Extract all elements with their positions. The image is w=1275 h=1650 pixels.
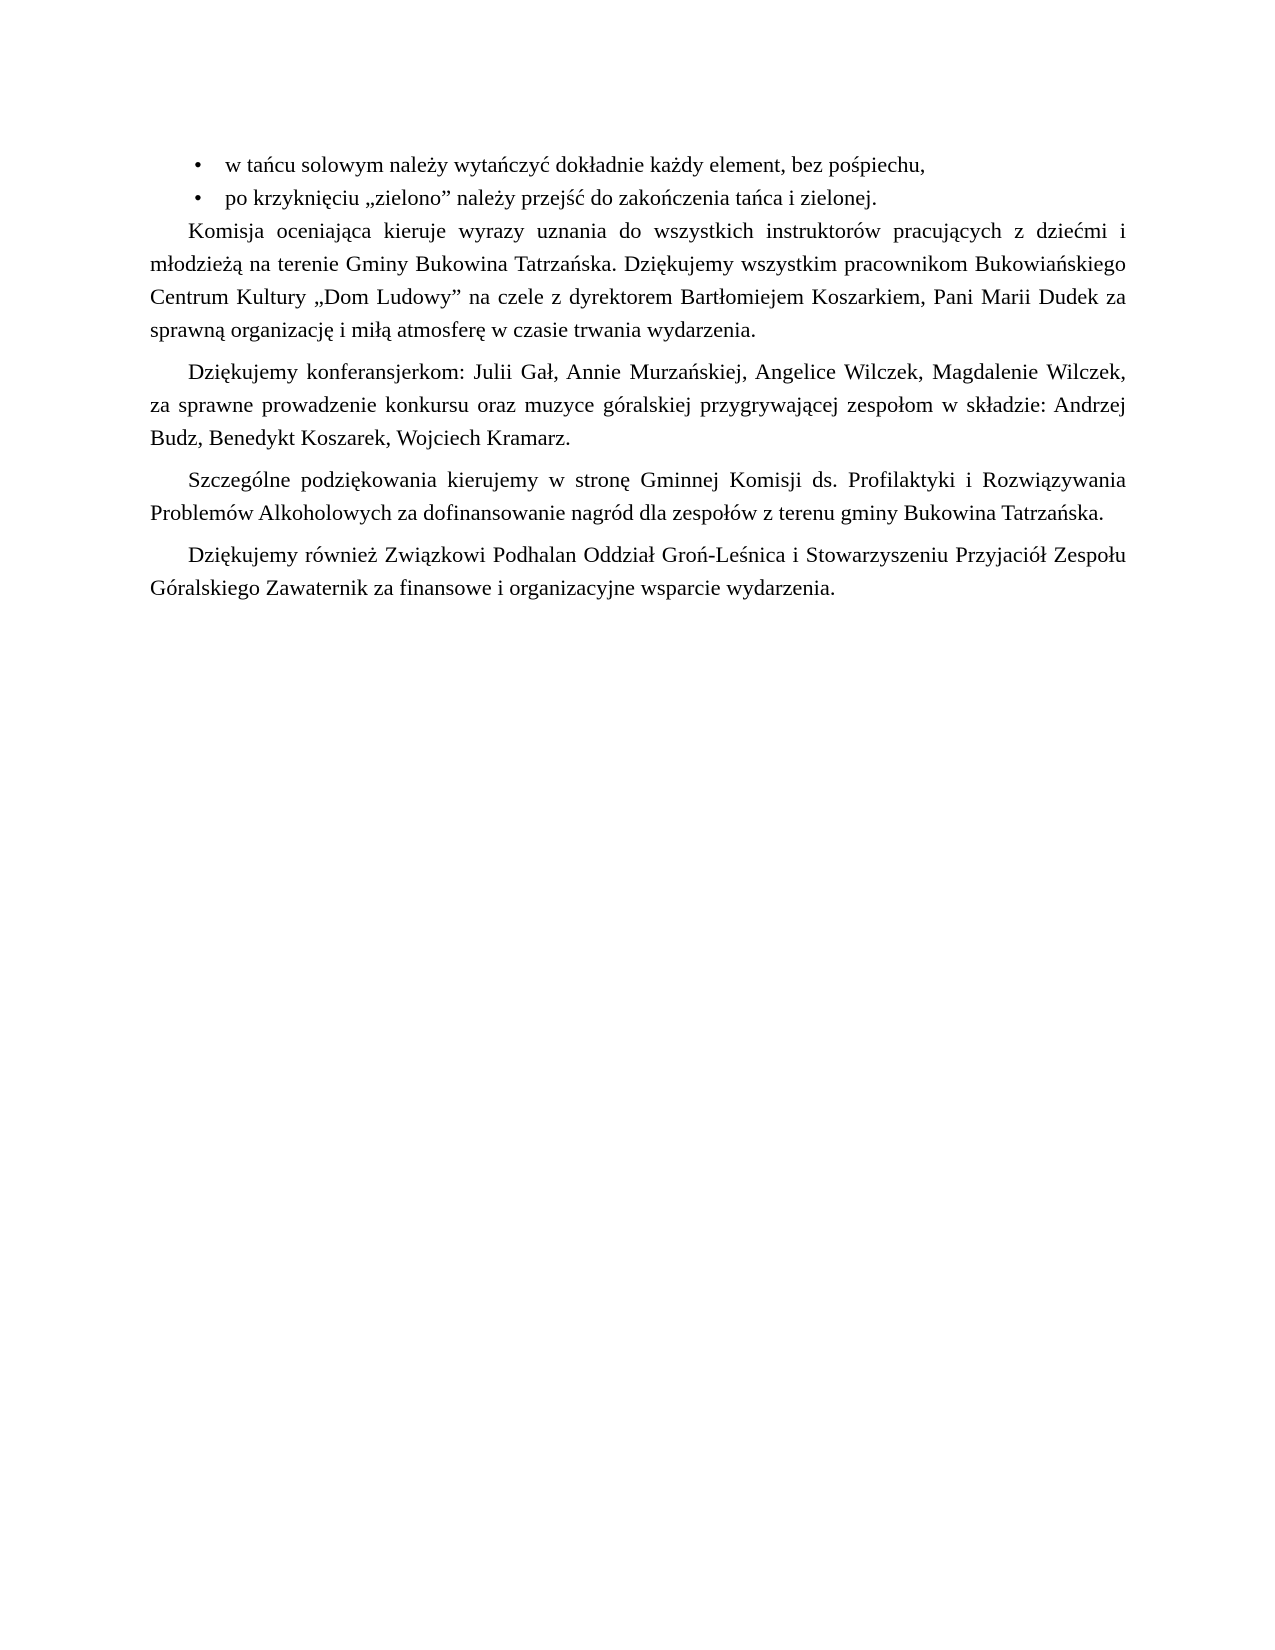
bullet-icon: • <box>194 152 202 177</box>
paragraph-acknowledgements-support: Dziękujemy również Związkowi Podhalan Oddział Groń-Leśnica i Stowarzyszeniu Przyjaciół Zespołu Góralskiego Zawaternik za finansowe i organizacyjne wsparcie wydarzenia. <box>150 542 1126 600</box>
bullet-text: w tańcu solowym należy wytańczyć dokładnie każdy element, bez pośpiechu, <box>225 152 926 177</box>
bullet-text: po krzyknięciu „zielono” należy przejść do zakończenia tańca i zielonej. <box>225 185 878 210</box>
list-item <box>150 148 1126 181</box>
paragraph-acknowledgements-hosts: Dziękujemy konferansjerkom: Julii Gał, Annie Murzańskiej, Angelice Wilczek, Magdalenie Wilczek, za sprawne prowadzenie konkursu oraz muzyce góralskiej przygrywającej zespołom w składzie: Andrzej Budz, Benedykt Koszarek, Wojciech Kramarz. <box>150 359 1126 450</box>
paragraph-acknowledgements-funding: Szczególne podziękowania kierujemy w stronę Gminnej Komisji ds. Profilaktyki i Rozwiązywania Problemów Alkoholowych za dofinansowanie nagród dla zespołów z terenu gminy Bukowina Tatrzańska. <box>150 467 1126 525</box>
bullet-list <box>150 148 1126 214</box>
paragraph-acknowledgements-staff: Komisja oceniająca kieruje wyrazy uznania do wszystkich instruktorów pracujących z dziećmi i młodzieżą na terenie Gminy Bukowina Tatrzańska. Dziękujemy wszystkim pracownikom Bukowiańskiego Centrum Kultury „Dom Ludowy” na czele z dyrektorem Bartłomiejem Koszarkiem, Pani Marii Dudek za sprawną organizację i miłą atmosferę w czasie trwania wydarzenia. <box>150 218 1126 342</box>
bullet-icon: • <box>194 185 202 210</box>
document-body <box>150 148 1126 604</box>
list-item <box>150 181 1126 214</box>
